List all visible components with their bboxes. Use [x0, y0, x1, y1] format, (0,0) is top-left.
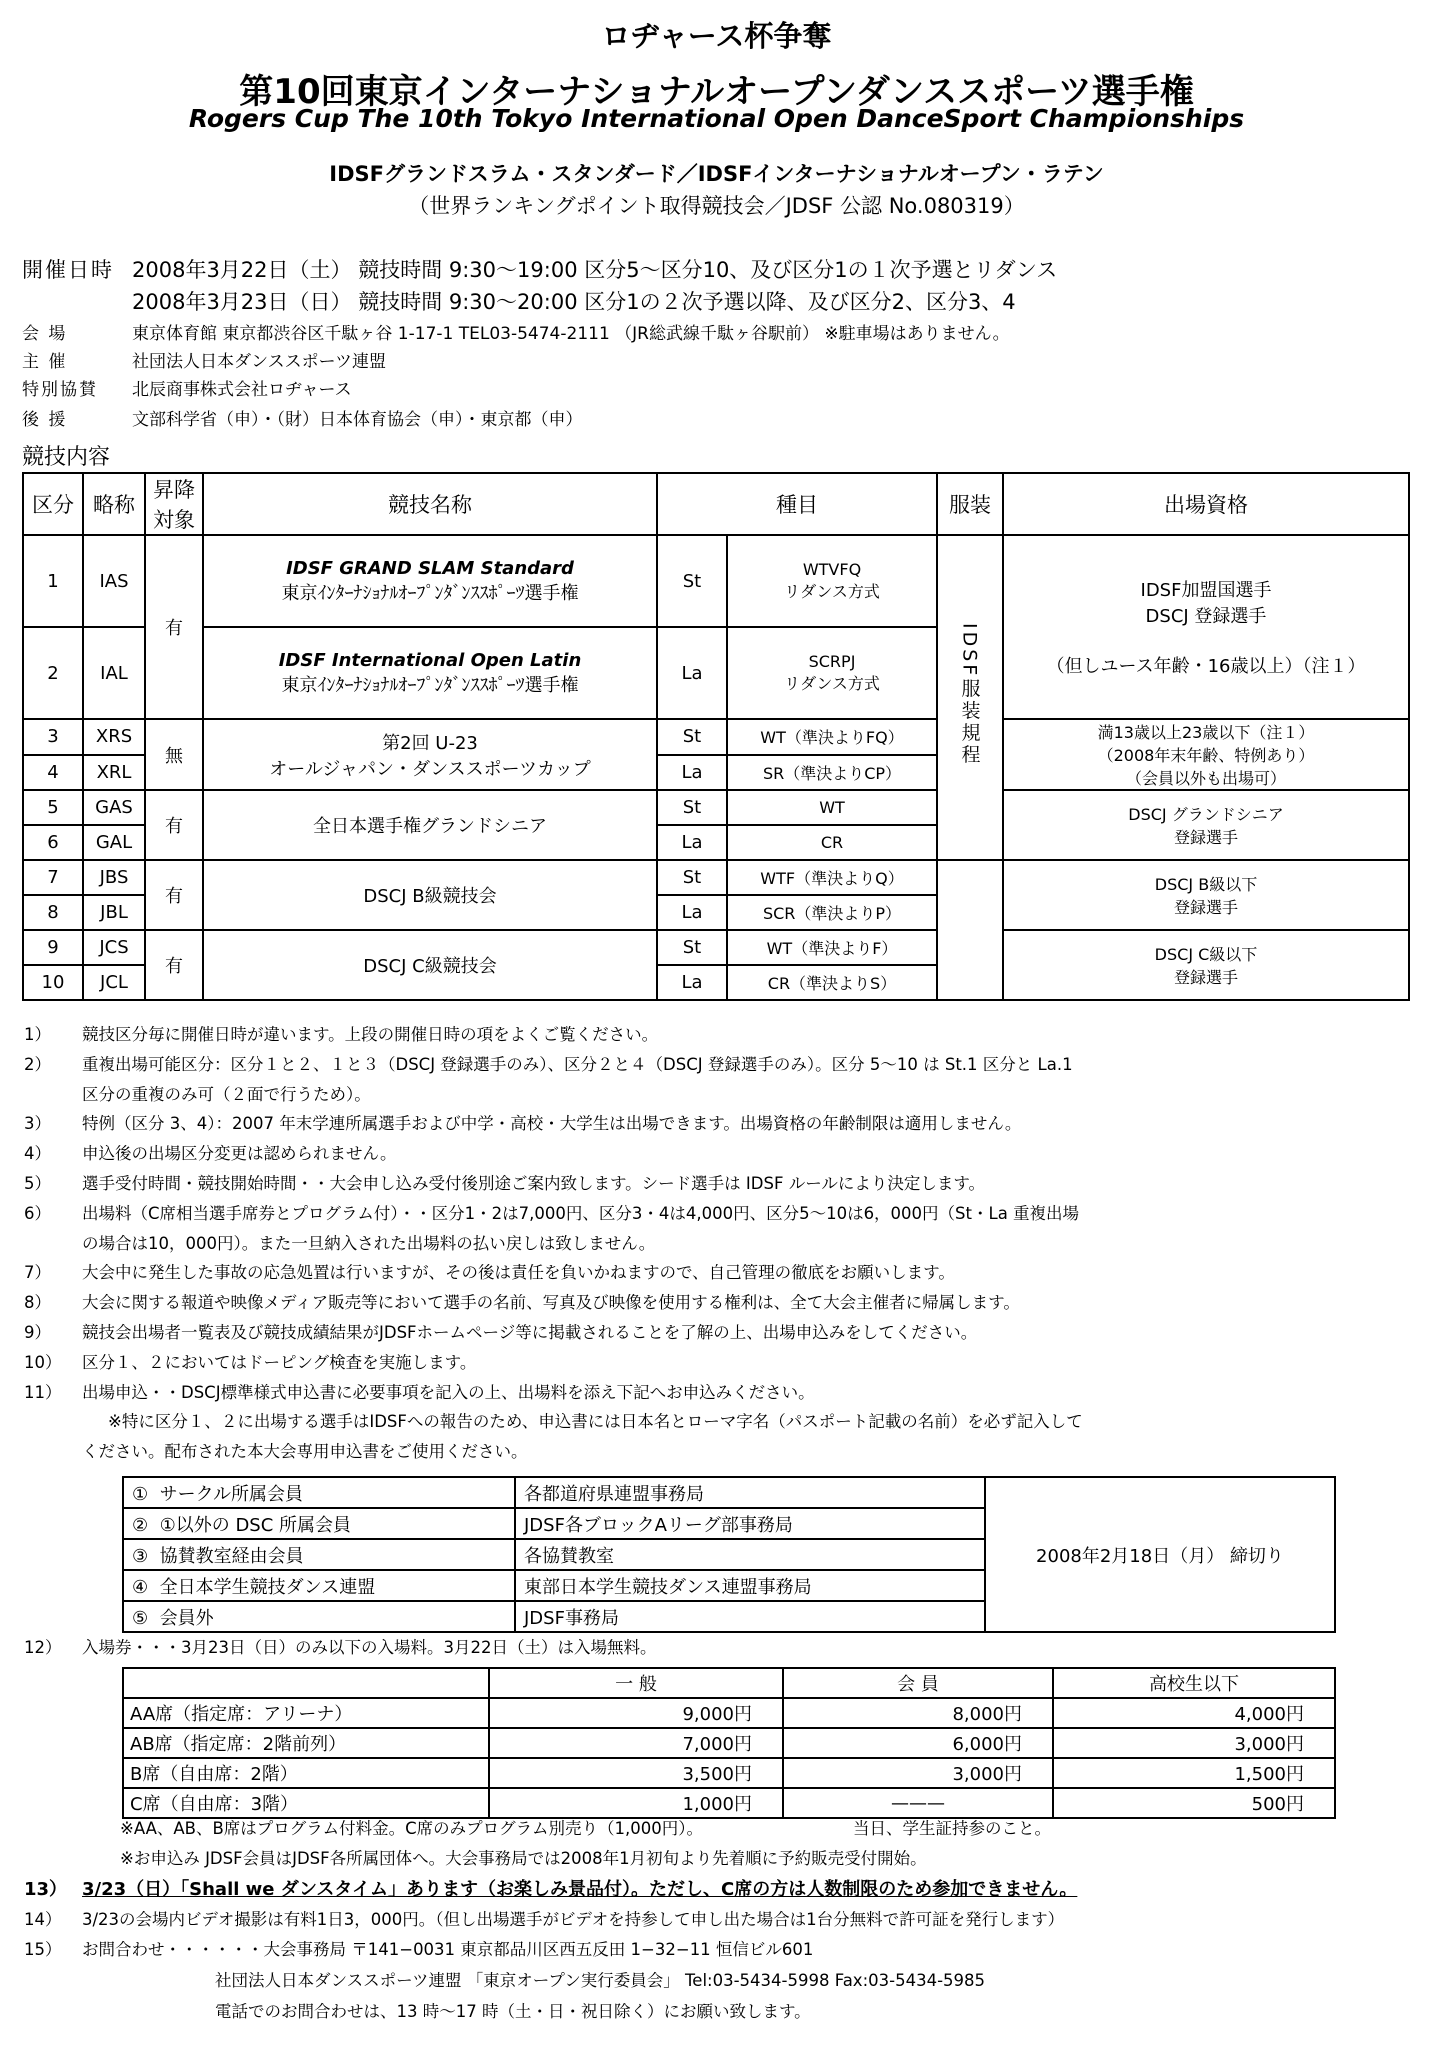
cell-cat: St: [657, 535, 727, 627]
price-student: 500円: [1053, 1788, 1335, 1818]
cell-cat: St: [657, 930, 727, 965]
venue: 東京体育館 東京都渋谷区千駄ヶ谷 1-17-1 TEL03-5474-2111 （JR総武線千駄ヶ谷駅前） ※駐車場はありません。: [132, 324, 1010, 344]
cell-event: WT: [727, 790, 937, 825]
cell-eligibility: [1003, 719, 1409, 790]
note-text: 競技会出場者一覧表及び競技成績結果がJDSFホームページ等に掲載されることを了解の上、出場申込みをしてください。: [82, 1322, 978, 1342]
note-text: 重複出場可能区分：区分１と２、１と３（DSCJ 登録選手のみ）、区分２と４（DSCJ 登録選手のみ）。区分 5〜10 は St.1 区分と La.1: [82, 1054, 1073, 1074]
table-row: [123, 1728, 1335, 1758]
event-method: リダンス方式: [784, 674, 880, 693]
cell-abbr: JBS: [83, 860, 145, 895]
ticket-note: ※お申込み JDSF会員はJDSF各所属団体へ。大会事務局では2008年1月初旬より先着順に予約販売受付開始。: [120, 1849, 927, 1868]
col-header: 出場資格: [1003, 473, 1409, 535]
elig-line: （2008年末年齢、特例あり）: [1097, 746, 1315, 765]
name-line: オールジャパン・ダンススポーツカップ: [269, 758, 591, 780]
price-general: 3,500円: [489, 1758, 783, 1788]
price-student: 1,500円: [1053, 1758, 1335, 1788]
table-row: [123, 1788, 1335, 1818]
cell-cat: St: [657, 860, 727, 895]
cell-name: DSCJ B級競技会: [203, 860, 657, 930]
event-method: リダンス方式: [784, 582, 880, 601]
english-title: Rogers Cup The 10th Tokyo International Open DanceSport Championships: [188, 104, 1245, 133]
name-en: IDSF International Open Latin: [278, 649, 582, 671]
note-number: 12）: [24, 1638, 62, 1657]
cell-no: 6: [23, 825, 83, 860]
subtitle-ranking: （世界ランキングポイント取得競技会／JDSF 公認 No.080319）: [408, 194, 1025, 218]
organizer-label: 主 催: [22, 352, 68, 372]
apply-who: [123, 1601, 515, 1632]
cell-abbr: JBL: [83, 895, 145, 930]
note-text: 特例（区分 3、4）：2007 年末学連所属選手および中学・高校・大学生は出場できます。出場資格の年齢制限は適用しません。: [82, 1114, 1022, 1134]
cell-event: CR（準決よりS）: [727, 965, 937, 1000]
section-heading: 競技内容: [22, 445, 111, 470]
note-number: 9）: [24, 1322, 51, 1342]
notes-list: [20, 1020, 1420, 1467]
organizer-line: [22, 347, 386, 372]
event-dances: SCRPJ: [808, 652, 856, 671]
ticket-note: [120, 1815, 1051, 1839]
application-table: [122, 1476, 1336, 1633]
col-header: 服装: [937, 473, 1003, 535]
cell-abbr: IAS: [83, 535, 145, 627]
cell-abbr: XRS: [83, 719, 145, 755]
cell-event: [727, 535, 937, 627]
cell-cat: La: [657, 895, 727, 930]
note-number: 15）: [24, 1940, 62, 1959]
apply-who-text: サークル所属会員: [159, 1483, 304, 1505]
col-header: 略称: [83, 473, 145, 535]
cell-abbr: GAL: [83, 825, 145, 860]
cell-no: 8: [23, 895, 83, 930]
note-number: 4）: [24, 1144, 51, 1164]
cell-eligibility: [1003, 535, 1409, 719]
apply-who-text: 会員外: [159, 1607, 214, 1629]
cell-eligibility: [1003, 860, 1409, 930]
col-header: 競技名称: [203, 473, 657, 535]
note-continuation: ※特に区分１、２に出場する選手はIDSFへの報告のため、申込書には日本名とローマ字名（パスポート記載の名前）を必ず記入して: [108, 1412, 1083, 1432]
note-number: 10）: [24, 1352, 62, 1372]
cell-cat: La: [657, 627, 727, 719]
col-header: 昇降対象: [145, 473, 203, 535]
price-general: 1,000円: [489, 1788, 783, 1818]
cell-name: [203, 719, 657, 790]
date-label: 開催日時: [22, 258, 114, 282]
cell-no: 7: [23, 860, 83, 895]
elig-line: DSCJ 登録選手: [1145, 606, 1267, 627]
cell-updown: 有: [145, 860, 203, 930]
note-item: [20, 1109, 1420, 1139]
support-line: [22, 405, 583, 430]
table-row: [123, 1477, 1335, 1508]
col-header: 種目: [657, 473, 937, 535]
cell-cat: St: [657, 719, 727, 755]
note-number: 6）: [24, 1203, 51, 1223]
cell-no: 9: [23, 930, 83, 965]
apply-no: ③: [132, 1545, 149, 1567]
name-ja: 東京ｲﾝﾀｰﾅｼｮﾅﾙｵｰﾌﾟﾝﾀﾞﾝｽｽﾎﾟｰﾂ選手権: [281, 674, 579, 696]
date-line-1: [22, 254, 1057, 284]
note-item: [20, 1020, 1420, 1050]
cell-cat: La: [657, 825, 727, 860]
note-item: [20, 1634, 657, 1658]
sponsor-label: 特別協賛: [22, 380, 98, 400]
note-continuation: の場合は10，000円）。また一旦納入された出場料の払い戻しは致しません。: [82, 1233, 656, 1253]
note-item: [20, 1139, 1420, 1169]
note-item: [20, 1199, 1420, 1229]
apply-who: [123, 1477, 515, 1508]
apply-who-text: ①以外の DSC 所属会員: [159, 1514, 352, 1536]
cell-event: WTF（準決よりQ）: [727, 860, 937, 895]
cell-event: WT（準決よりFQ）: [727, 719, 937, 755]
elig-line: 登録選手: [1173, 898, 1238, 917]
table-header-row: [23, 473, 1409, 535]
apply-no: ②: [132, 1514, 149, 1536]
note-item: [20, 1936, 813, 1960]
cell-cat: St: [657, 790, 727, 825]
cell-abbr: JCS: [83, 930, 145, 965]
sponsor-line: [22, 375, 352, 400]
cell-no: 3: [23, 719, 83, 755]
note-text: 区分１、２においてはドーピング検査を実施します。: [82, 1352, 477, 1372]
note-item: [20, 1378, 1420, 1408]
apply-who-text: 全日本学生競技ダンス連盟: [159, 1576, 376, 1598]
note-text: 大会に関する報道や映像メディア販売等において選手の名前、写真及び映像を使用する権利は、全て大会主催者に帰属します。: [82, 1293, 1020, 1313]
note-item: [20, 1906, 1064, 1930]
col-header: 一 般: [489, 1668, 783, 1698]
price-member: 3,000円: [783, 1758, 1053, 1788]
cell-attire-empty: [937, 860, 1003, 1000]
note-number: 1）: [24, 1025, 51, 1044]
cell-no: 2: [23, 627, 83, 719]
apply-who: [123, 1508, 515, 1539]
table-row: [23, 719, 1409, 755]
cell-event: SCR（準決よりP）: [727, 895, 937, 930]
cell-updown: 有: [145, 930, 203, 1000]
contact-organization: 社団法人日本ダンススポーツ連盟 「東京オープン実行委員会」 Tel:03-5434-5998 Fax:03-5434-5985: [215, 1971, 986, 1990]
organizer: 社団法人日本ダンススポーツ連盟: [132, 352, 386, 372]
apply-to: JDSF事務局: [515, 1601, 985, 1632]
elig-line: 登録選手: [1173, 828, 1238, 847]
col-header: 高校生以下: [1053, 1668, 1335, 1698]
note-item: [20, 1050, 1420, 1080]
note-item: [20, 1318, 1420, 1348]
cell-no: 10: [23, 965, 83, 1000]
note-text: 選手受付時間・競技開始時間・・大会申し込み受付後別途ご案内致します。シード選手は IDSF ルールにより決定します。: [82, 1173, 986, 1193]
cell-name: [203, 535, 657, 627]
cell-event: [727, 627, 937, 719]
note-number: 7）: [24, 1263, 51, 1283]
price-member: 8,000円: [783, 1698, 1053, 1728]
contact-hours: 電話でのお問合わせは、13 時〜17 時（土・日・祝日除く）にお願い致します。: [215, 2002, 811, 2021]
note-item: [20, 1169, 1420, 1199]
cell-abbr: XRL: [83, 755, 145, 791]
cell-event: WT（準決よりF）: [727, 930, 937, 965]
name-en: IDSF GRAND SLAM Standard: [286, 557, 574, 579]
table-row: [123, 1758, 1335, 1788]
cell-event: SR（準決よりCP）: [727, 755, 937, 791]
elig-line: DSCJ グランドシニア: [1128, 805, 1284, 824]
elig-line: （但しユース年齢・16歳以上）（注１）: [1046, 656, 1366, 677]
note-continuation: 区分の重複のみ可（２面で行うため）。: [82, 1084, 371, 1104]
cell-abbr: JCL: [83, 965, 145, 1000]
cell-eligibility: [1003, 790, 1409, 860]
cell-no: 4: [23, 755, 83, 791]
note-text: 3/23の会場内ビデオ撮影は有料1日3，000円。（但し出場選手がビデオを持参して申し出た場合は1台分無料で許可証を発行します）: [82, 1910, 1065, 1929]
attire-text: IDSF服装規程: [958, 623, 981, 767]
event-dances: WTVFQ: [802, 560, 862, 579]
cell-updown: 有: [145, 535, 203, 719]
cell-name: [203, 627, 657, 719]
apply-no: ①: [132, 1483, 149, 1505]
note-continuation: ください。配布された本大会専用申込書をご使用ください。: [82, 1442, 528, 1462]
date-1: 2008年3月22日（土） 競技時間 9:30〜19:00 区分5〜区分10、及び区分1の１次予選とリダンス: [132, 258, 1058, 282]
cell-updown: 無: [145, 719, 203, 790]
table-header-row: [123, 1668, 1335, 1698]
cup-title: ロヂャース杯争奪: [601, 19, 832, 53]
ticket-category: C席（自由席：3階）: [123, 1788, 489, 1818]
cell-abbr: IAL: [83, 627, 145, 719]
elig-line: DSCJ B級以下: [1154, 875, 1258, 894]
table-row: [123, 1698, 1335, 1728]
apply-to: 各協賛教室: [515, 1539, 985, 1570]
cell-cat: La: [657, 965, 727, 1000]
ticket-category: AB席（指定席：2階前列）: [123, 1728, 489, 1758]
elig-line: 登録選手: [1173, 968, 1238, 987]
competition-table: [22, 472, 1410, 1001]
apply-to: 東部日本学生競技ダンス連盟事務局: [515, 1570, 985, 1601]
deadline: 2008年2月18日（月） 締切り: [985, 1477, 1335, 1632]
contact-text: お問合わせ・・・・・・大会事務局 〒141−0031 東京都品川区西五反田 1−32−11 恒信ビル601: [82, 1940, 814, 1959]
note-text: 大会中に発生した事故の応急処置は行いますが、その後は責任を負いかねますので、自己管理の徹底をお願いします。: [82, 1263, 955, 1283]
venue-line: [22, 319, 1010, 344]
ticket-corner: [123, 1668, 489, 1698]
cell-name: DSCJ C級競技会: [203, 930, 657, 1000]
note-number: 2）: [24, 1054, 51, 1074]
championship-title: 第10回東京インターナショナルオープンダンススポーツ選手権: [239, 72, 1194, 112]
apply-who-text: 協賛教室経由会員: [159, 1545, 304, 1567]
table-row: [23, 535, 1409, 627]
note-text: 入場券・・・3月23日（日）のみ以下の入場料。3月22日（土）は入場無料。: [82, 1638, 657, 1657]
table-row: [23, 930, 1409, 965]
elig-line: （会員以外も出場可）: [1125, 769, 1286, 788]
cell-eligibility: [1003, 930, 1409, 1000]
cell-event: CR: [727, 825, 937, 860]
table-row: [23, 790, 1409, 825]
cell-updown: 有: [145, 790, 203, 860]
note-number: 13）: [24, 1879, 68, 1900]
note-number: 3）: [24, 1114, 51, 1134]
note-text: 出場料（C席相当選手席券とプログラム付）・・区分1・2は7,000円、区分3・4は4,000円、区分5〜10は6，000円（St・La 重複出場: [82, 1203, 1080, 1223]
name-line: 第2回 U-23: [382, 732, 478, 754]
col-header: 区分: [23, 473, 83, 535]
ticket-table: [122, 1667, 1336, 1819]
name-ja: 東京ｲﾝﾀｰﾅｼｮﾅﾙｵｰﾌﾟﾝﾀﾞﾝｽｽﾎﾟｰﾂ選手権: [281, 582, 579, 604]
cell-cat: La: [657, 755, 727, 791]
price-student: 4,000円: [1053, 1698, 1335, 1728]
ticket-note-text: ※AA、AB、B席はプログラム付料金。C席のみプログラム別売り（1,000円）。: [120, 1819, 703, 1838]
note-number: 11）: [24, 1382, 62, 1402]
cell-name: 全日本選手権グランドシニア: [203, 790, 657, 860]
price-student: 3,000円: [1053, 1728, 1335, 1758]
cell-no: 1: [23, 535, 83, 627]
table-row: [23, 860, 1409, 895]
ticket-category: B席（自由席：2階）: [123, 1758, 489, 1788]
elig-line: IDSF加盟国選手: [1140, 580, 1272, 601]
note-item: [20, 1258, 1420, 1288]
price-general: 7,000円: [489, 1728, 783, 1758]
note-item: [20, 1348, 1420, 1378]
col-header: 会 員: [783, 1668, 1053, 1698]
note-text: 3/23（日）「Shall we ダンスタイム」あります（お楽しみ景品付）。ただし、C席の方は人数制限のため参加できません。: [82, 1879, 1078, 1900]
apply-to: 各都道府県連盟事務局: [515, 1477, 985, 1508]
apply-no: ④: [132, 1576, 149, 1598]
price-member: 6,000円: [783, 1728, 1053, 1758]
price-member: ———: [783, 1788, 1053, 1818]
note-number: 8）: [24, 1293, 51, 1313]
ticket-category: AA席（指定席：アリーナ）: [123, 1698, 489, 1728]
date-2: 2008年3月23日（日） 競技時間 9:30〜20:00 区分1の２次予選以降、及び区分2、区分3、4: [132, 290, 1016, 314]
apply-no: ⑤: [132, 1607, 149, 1629]
cell-attire: [937, 535, 1003, 860]
ticket-note-text: 当日、学生証持参のこと。: [852, 1819, 1051, 1838]
sponsor: 北辰商事株式会社ロヂャース: [132, 380, 352, 400]
note-number: 5）: [24, 1173, 51, 1193]
note-item: [20, 1875, 1077, 1901]
note-item: [20, 1288, 1420, 1318]
price-general: 9,000円: [489, 1698, 783, 1728]
cell-no: 5: [23, 790, 83, 825]
support-label: 後 援: [22, 410, 68, 430]
apply-who: [123, 1539, 515, 1570]
date-line-2: [22, 286, 1016, 316]
note-text: 競技区分毎に開催日時が違います。上段の開催日時の項をよくご覧ください。: [82, 1025, 659, 1044]
note-number: 14）: [24, 1910, 62, 1929]
cell-abbr: GAS: [83, 790, 145, 825]
apply-to: JDSF各ブロックAリーグ部事務局: [515, 1508, 985, 1539]
elig-line: DSCJ C級以下: [1154, 945, 1258, 964]
elig-line: 満13歳以上23歳以下（注１）: [1097, 723, 1315, 742]
apply-who: [123, 1570, 515, 1601]
note-text: 申込後の出場区分変更は認められません。: [82, 1144, 397, 1164]
venue-label: 会 場: [22, 324, 68, 344]
note-text: 出場申込・・DSCJ標準様式申込書に必要事項を記入の上、出場料を添え下記へお申込みください。: [82, 1382, 815, 1402]
subtitle: IDSFグランドスラム・スタンダード／IDSFインターナショナルオープン・ラテン: [329, 162, 1104, 186]
support: 文部科学省（申）・（財）日本体育協会（申）・東京都（申）: [132, 410, 583, 430]
